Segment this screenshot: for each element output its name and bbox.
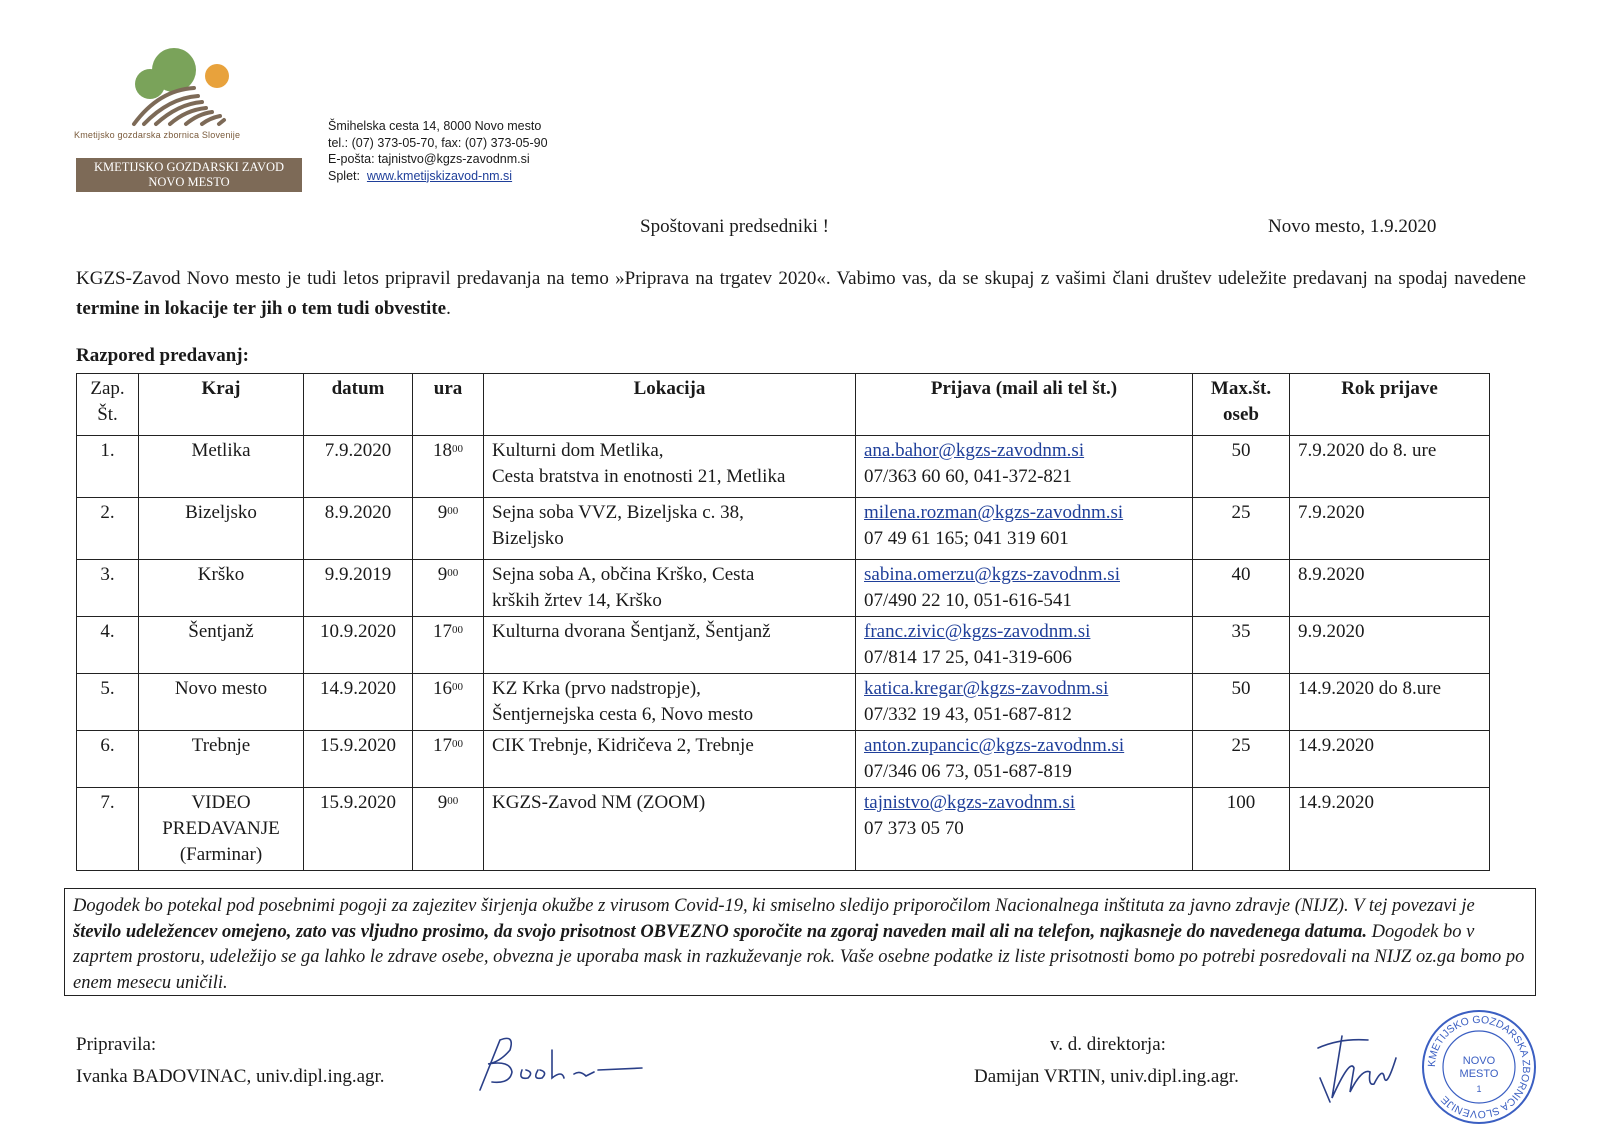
official-stamp — [1420, 1008, 1538, 1126]
email: E-pošta: tajnistvo@kgzs-zavodnm.si — [328, 152, 530, 166]
stamp-center-line1: NOVO — [1462, 1055, 1496, 1067]
location-line1: KZ Krka (prvo nadstropje), — [492, 678, 701, 699]
email-link[interactable]: sabina.omerzu@kgzs-zavodnm.si — [864, 564, 1120, 585]
header-deadline: Rok prijave — [1290, 374, 1490, 436]
row-time — [413, 498, 484, 560]
row-place: Bizeljsko — [139, 498, 304, 560]
time-hour: 9 — [437, 502, 448, 523]
table-row — [77, 788, 1490, 871]
location-line2: Cesta bratstva in enotnosti 21, Metlika — [492, 466, 786, 487]
time-hour: 9 — [437, 792, 448, 813]
row-time — [413, 617, 484, 674]
header-time: ura — [413, 374, 484, 436]
time-min: 00 — [447, 505, 459, 517]
row-date: 9.9.2019 — [304, 560, 413, 617]
stamp-number: 1 — [1476, 1084, 1482, 1094]
row-max: 50 — [1193, 674, 1290, 731]
time-hour: 17 — [433, 621, 452, 642]
row-registration — [856, 436, 1193, 498]
row-deadline: 7.9.2020 — [1290, 498, 1490, 560]
row-date: 10.9.2020 — [304, 617, 413, 674]
email-link[interactable]: milena.rozman@kgzs-zavodnm.si — [864, 502, 1124, 523]
row-deadline: 14.9.2020 do 8.ure — [1290, 674, 1490, 731]
time-hour: 18 — [433, 440, 452, 461]
org-name-box — [76, 158, 302, 192]
signature-director — [1310, 1018, 1410, 1108]
row-deadline: 14.9.2020 — [1290, 731, 1490, 788]
place-line3: (Farminar) — [179, 844, 263, 865]
svg-text:KMETIJSKO GOZDARSKA ZBORNICA S — [1426, 1014, 1532, 1120]
web-label: Splet: — [328, 168, 360, 183]
location-line1: Kulturna dvorana Šentjanž, Šentjanž — [492, 621, 771, 642]
header-location: Lokacija — [484, 374, 856, 436]
address: Šmihelska cesta 14, 8000 Novo mesto — [328, 119, 542, 133]
time-min: 00 — [447, 567, 459, 579]
email-link[interactable]: anton.zupancic@kgzs-zavodnm.si — [864, 735, 1125, 756]
phone-text: 07 373 05 70 — [864, 818, 964, 839]
header-registration: Prijava (mail ali tel št.) — [856, 374, 1193, 436]
row-date: 15.9.2020 — [304, 788, 413, 871]
schedule-table — [76, 373, 1490, 871]
header-num-line2: Št. — [97, 404, 118, 425]
phone-text: 07 49 61 165; 041 319 601 — [864, 528, 1069, 549]
row-registration — [856, 674, 1193, 731]
row-max: 100 — [1193, 788, 1290, 871]
email-link[interactable]: franc.zivic@kgzs-zavodnm.si — [864, 621, 1091, 642]
stamp-outer-text: KMETIJSKO GOZDARSKA ZBORNICA SLOVENIJE — [1425, 1013, 1533, 1121]
schedule-title: Razpored predavanj: — [76, 345, 249, 366]
row-registration — [856, 788, 1193, 871]
row-max: 35 — [1193, 617, 1290, 674]
web-link[interactable]: www.kmetijskizavod-nm.si — [366, 168, 513, 183]
row-place: Metlika — [139, 436, 304, 498]
row-time — [413, 788, 484, 871]
table-row — [77, 617, 1490, 674]
row-registration — [856, 617, 1193, 674]
row-location — [484, 674, 856, 731]
intro-text: KGZS-Zavod Novo mesto je tudi letos pripravil predavanja na temo »Priprava na trgatev 2020«. Vabimo vas, da se skupaj z vašimi člani društev udeležite predavanj na spodaj navedene — [76, 268, 1526, 289]
intro-end: . — [446, 298, 451, 319]
row-num: 7. — [77, 788, 139, 871]
time-min: 00 — [452, 681, 463, 693]
row-registration — [856, 560, 1193, 617]
notice-text-2: Dogodek bo v zaprtem prostoru, udeležijo se ga lahko le zdrave osebe, obvezna je uporaba mask in razkuževanje rok. Vaše osebne podatke iz liste prisotnosti bomo po potrebi posredovali na NIJZ oz.ga bomo po enem mesecu uničili. — [73, 921, 1525, 993]
table-row — [77, 436, 1490, 498]
time-min: 00 — [447, 795, 459, 807]
header-num-line1: Zap. — [90, 378, 125, 399]
row-deadline: 8.9.2020 — [1290, 560, 1490, 617]
intro-bold-text: termine in lokacije ter jih o tem tudi obvestite — [76, 298, 447, 319]
row-date: 8.9.2020 — [304, 498, 413, 560]
row-max: 25 — [1193, 498, 1290, 560]
row-num: 4. — [77, 617, 139, 674]
row-location — [484, 731, 856, 788]
email-link[interactable]: ana.bahor@kgzs-zavodnm.si — [864, 440, 1085, 461]
header-max — [1193, 374, 1290, 436]
notice-bold-text: število udeležencev omejeno, zato vas vljudno prosimo, da svojo prisotnost OBVEZNO sporočite na zgoraj naveden mail ali na telefon, najkasneje do navedenega datuma. — [73, 921, 1367, 942]
place-date: Novo mesto, 1.9.2020 — [1268, 216, 1437, 237]
signature-preparer — [470, 1030, 650, 1100]
place-line1: VIDEO — [191, 792, 251, 813]
phone-text: 07/346 06 73, 051-687-819 — [864, 761, 1072, 782]
row-place: Šentjanž — [139, 617, 304, 674]
table-row — [77, 560, 1490, 617]
phone: tel.: (07) 373-05-70, fax: (07) 373-05-90 — [328, 135, 548, 150]
row-location — [484, 498, 856, 560]
row-num: 5. — [77, 674, 139, 731]
location-line1: Sejna soba A, občina Krško, Cesta — [492, 564, 755, 585]
director-label: v. d. direktorja: — [1050, 1034, 1166, 1055]
location-line1: CIK Trebnje, Kidričeva 2, Trebnje — [492, 735, 754, 756]
row-time — [413, 436, 484, 498]
row-place: Krško — [139, 560, 304, 617]
header-date: datum — [304, 374, 413, 436]
stamp-center-line2: MESTO — [1459, 1068, 1499, 1080]
place-line2: PREDAVANJE — [162, 818, 280, 839]
location-line2: Šentjernejska cesta 6, Novo mesto — [492, 704, 754, 725]
email-link[interactable]: katica.kregar@kgzs-zavodnm.si — [864, 678, 1109, 699]
header-place: Kraj — [139, 374, 304, 436]
location-line2: krških žrtev 14, Krško — [492, 590, 662, 611]
row-date: 7.9.2020 — [304, 436, 413, 498]
time-hour: 17 — [433, 735, 452, 756]
header-num — [77, 374, 139, 436]
table-row — [77, 674, 1490, 731]
row-registration — [856, 498, 1193, 560]
location-line1: Sejna soba VVZ, Bizeljska c. 38, — [492, 502, 744, 523]
covid-notice — [64, 888, 1536, 996]
table-row — [77, 498, 1490, 560]
row-place — [139, 788, 304, 871]
time-min: 00 — [452, 443, 463, 455]
org-box-line1: KMETIJSKO GOZDARSKI ZAVOD — [93, 160, 285, 174]
row-location — [484, 436, 856, 498]
web — [328, 168, 548, 185]
row-num: 1. — [77, 436, 139, 498]
time-min: 00 — [452, 624, 463, 636]
row-time — [413, 731, 484, 788]
row-num: 2. — [77, 498, 139, 560]
row-max: 40 — [1193, 560, 1290, 617]
row-place: Trebnje — [139, 731, 304, 788]
email-link[interactable]: tajnistvo@kgzs-zavodnm.si — [864, 792, 1076, 813]
row-time — [413, 560, 484, 617]
prepared-name: Ivanka BADOVINAC, univ.dipl.ing.agr. — [76, 1066, 385, 1087]
director-name: Damijan VRTIN, univ.dipl.ing.agr. — [974, 1066, 1239, 1087]
row-date: 14.9.2020 — [304, 674, 413, 731]
notice-text: Dogodek bo potekal pod posebnimi pogoji za zajezitev širjenja okužbe z virusom Covid-19, ki smiselno sledijo priporočilom Nacionalnega inštituta za javno zdravje (NIJZ). V tej povezavi je — [73, 896, 1475, 916]
org-box-line2: NOVO MESTO — [148, 175, 230, 189]
phone-text: 07/363 60 60, 041-372-821 — [864, 466, 1072, 487]
row-registration — [856, 731, 1193, 788]
row-deadline: 9.9.2020 — [1290, 617, 1490, 674]
prepared-label: Pripravila: — [76, 1034, 157, 1055]
row-deadline: 7.9.2020 do 8. ure — [1290, 436, 1490, 498]
time-min: 00 — [452, 738, 463, 750]
table-header-row — [77, 374, 1490, 436]
row-location — [484, 617, 856, 674]
time-hour: 16 — [433, 678, 452, 699]
location-line2: Bizeljsko — [492, 528, 564, 549]
row-max: 25 — [1193, 731, 1290, 788]
org-name-small: Kmetijsko gozdarska zbornica Slovenije — [74, 130, 241, 140]
header-max-line2: oseb — [1223, 404, 1259, 425]
location-line1: Kulturni dom Metlika, — [492, 440, 664, 461]
row-time — [413, 674, 484, 731]
phone-text: 07/814 17 25, 041-319-606 — [864, 647, 1072, 668]
row-location — [484, 788, 856, 871]
location-line1: KGZS-Zavod NM (ZOOM) — [492, 792, 706, 813]
table-row — [77, 731, 1490, 788]
phone-text: 07/332 19 43, 051-687-812 — [864, 704, 1072, 725]
row-deadline: 14.9.2020 — [1290, 788, 1490, 871]
contact-block — [328, 118, 548, 184]
row-max: 50 — [1193, 436, 1290, 498]
row-num: 6. — [77, 731, 139, 788]
row-date: 15.9.2020 — [304, 731, 413, 788]
header-max-line1: Max.št. — [1210, 378, 1272, 399]
phone-text: 07/490 22 10, 051-616-541 — [864, 590, 1072, 611]
row-location — [484, 560, 856, 617]
greeting: Spoštovani predsedniki ! — [640, 216, 829, 237]
row-num: 3. — [77, 560, 139, 617]
row-place: Novo mesto — [139, 674, 304, 731]
time-hour: 9 — [437, 564, 448, 585]
intro-paragraph — [76, 264, 1526, 324]
